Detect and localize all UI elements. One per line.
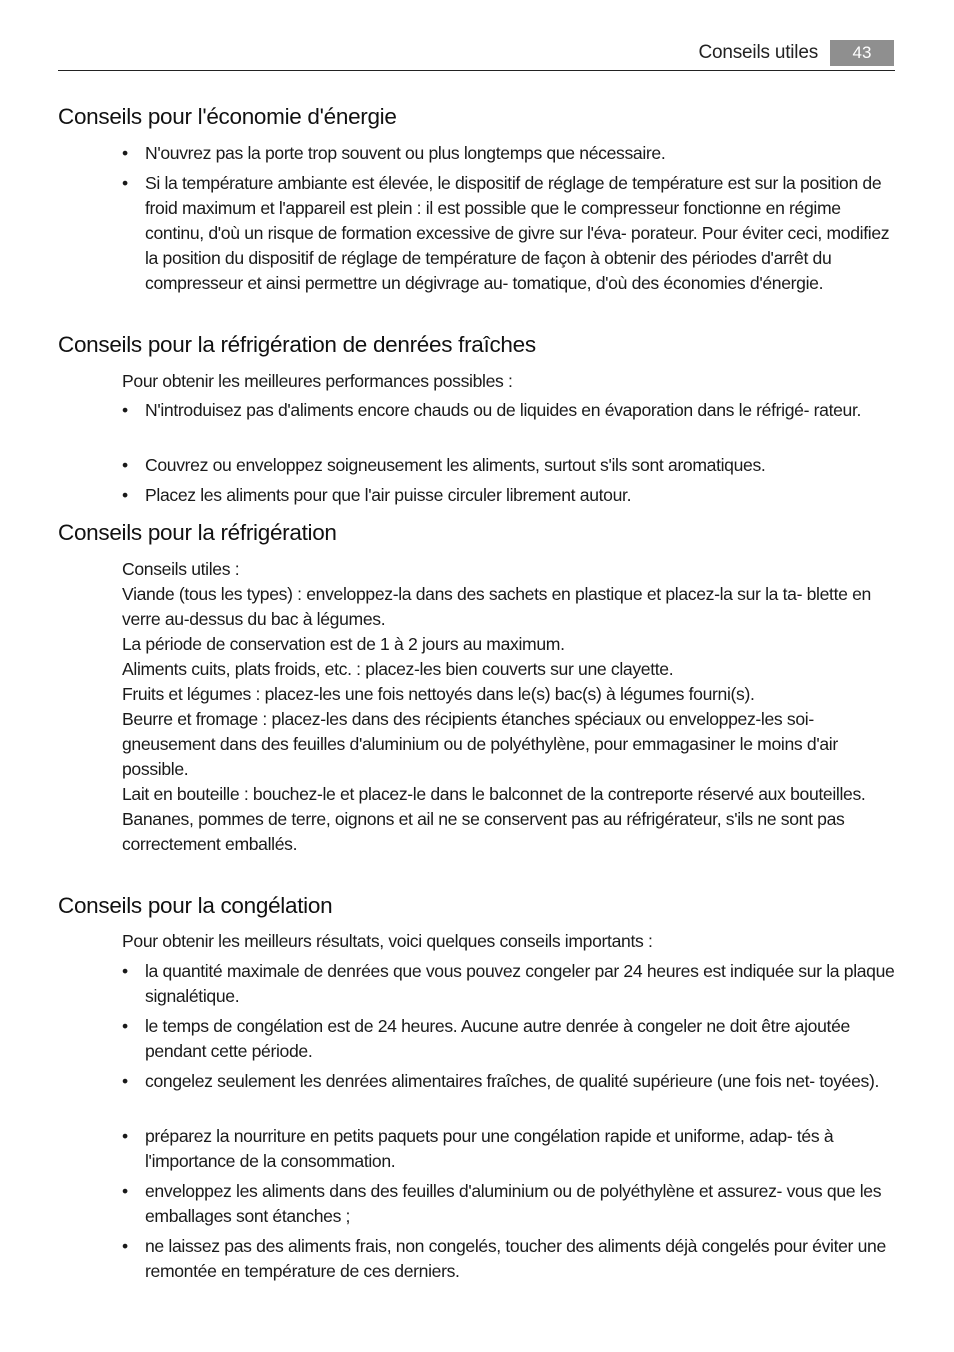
bullet-icon: •	[122, 1236, 128, 1256]
list-item-text: la quantité maximale de denrées que vous pouvez congeler par 24 heures est indiquée sur la plaque signalétique.	[145, 961, 895, 1006]
bullet-icon: •	[122, 1181, 128, 1201]
list-item	[122, 171, 897, 296]
list-item	[122, 959, 897, 1009]
tip-line: Conseils utiles :	[122, 559, 240, 579]
list-item	[122, 483, 897, 508]
bullet-icon: •	[122, 455, 128, 475]
header-rule	[58, 70, 895, 71]
list-item	[122, 398, 897, 423]
list-item-text: N'introduisez pas d'aliments encore chauds ou de liquides en évaporation dans le réfrigé- rateur.	[145, 400, 862, 420]
list-item-text: Placez les aliments pour que l'air puisse circuler librement autour.	[145, 485, 632, 505]
tip-line: Fruits et légumes : placez-les une fois nettoyés dans le(s) bac(s) à légumes fourni(s).	[122, 684, 755, 704]
bullet-icon: •	[122, 400, 128, 420]
list-item-text: Couvrez ou enveloppez soigneusement les aliments, surtout s'ils sont aromatiques.	[145, 455, 766, 475]
page-number: 43	[830, 40, 894, 66]
list-item	[122, 141, 897, 166]
list-item-text: enveloppez les aliments dans des feuilles d'aluminium ou de polyéthylène et assurez- vous que les emballages sont étanches ;	[145, 1181, 882, 1226]
tip-line: La période de conservation est de 1 à 2 jours au maximum.	[122, 634, 565, 654]
tip-line: Beurre et fromage : placez-les dans des récipients étanches spéciaux ou enveloppez-les soi- gneusement dans des feuilles d'aluminium ou de polyéthylène, pour emmagasiner le moins d'air possible.	[122, 709, 838, 779]
tip-line: Lait en bouteille : bouchez-le et placez-le dans le balconnet de la contreporte réservé aux bouteilles.	[122, 784, 866, 804]
running-header	[699, 40, 895, 66]
bullet-icon: •	[122, 1016, 128, 1036]
tip-line: Viande (tous les types) : enveloppez-la dans des sachets en plastique et placez-la sur la ta- blette en verre au-dessus du bac à légumes.	[122, 584, 871, 629]
refrigeration-tips	[122, 557, 897, 857]
tip-line: Aliments cuits, plats froids, etc. : placez-les bien couverts sur une clayette.	[122, 659, 674, 679]
bullet-icon: •	[122, 485, 128, 505]
section-intro: Pour obtenir les meilleurs résultats, voici quelques conseils importants :	[122, 931, 653, 951]
list-item	[122, 1234, 897, 1284]
bullet-icon: •	[122, 1126, 128, 1146]
header-section-title: Conseils utiles	[698, 42, 818, 63]
heading-energy-saving: Conseils pour l'économie d'énergie	[58, 104, 397, 129]
list-item-text: Si la température ambiante est élevée, le dispositif de réglage de température est sur la position de froid maximum et l'appareil est plein : il est possible que le compresseur fonctionne en régime continu, d'où un risque de formation excessive de givre sur l'éva- porateur. Pour éviter ceci, modifiez la position du dispositif de réglage de température de façon à obtenir des périodes d'arrêt du compresseur et ainsi permettre un dégivrage au- tomatique, d'où des économies d'énergie.	[145, 173, 890, 293]
heading-freezing: Conseils pour la congélation	[58, 893, 333, 918]
list-item	[122, 1069, 897, 1094]
list-item	[122, 453, 897, 478]
list-item-text: ne laissez pas des aliments frais, non congelés, toucher des aliments déjà congelés pour éviter une remontée en température de ces derniers.	[145, 1236, 886, 1281]
list-item-text: préparez la nourriture en petits paquets pour une congélation rapide et uniforme, adap- tés à l'importance de la consommation.	[145, 1126, 834, 1171]
bullet-icon: •	[122, 173, 128, 193]
list-item-text: N'ouvrez pas la porte trop souvent ou plus longtemps que nécessaire.	[145, 143, 666, 163]
section-intro: Pour obtenir les meilleures performances possibles :	[122, 371, 513, 391]
bullet-icon: •	[122, 961, 128, 981]
heading-refrigeration: Conseils pour la réfrigération	[58, 520, 337, 545]
heading-fresh-food: Conseils pour la réfrigération de denrées fraîches	[58, 332, 536, 357]
list-item-text: congelez seulement les denrées alimentaires fraîches, de qualité supérieure (une fois net- toyées).	[145, 1071, 880, 1091]
bullet-icon: •	[122, 1071, 128, 1091]
list-item	[122, 1124, 897, 1174]
list-item	[122, 1179, 897, 1229]
tip-line: Bananes, pommes de terre, oignons et ail ne se conservent pas au réfrigérateur, s'ils ne sont pas correctement emballés.	[122, 809, 845, 854]
list-item-text: le temps de congélation est de 24 heures. Aucune autre denrée à congeler ne doit être ajoutée pendant cette période.	[145, 1016, 850, 1061]
bullet-icon: •	[122, 143, 128, 163]
list-item	[122, 1014, 897, 1064]
